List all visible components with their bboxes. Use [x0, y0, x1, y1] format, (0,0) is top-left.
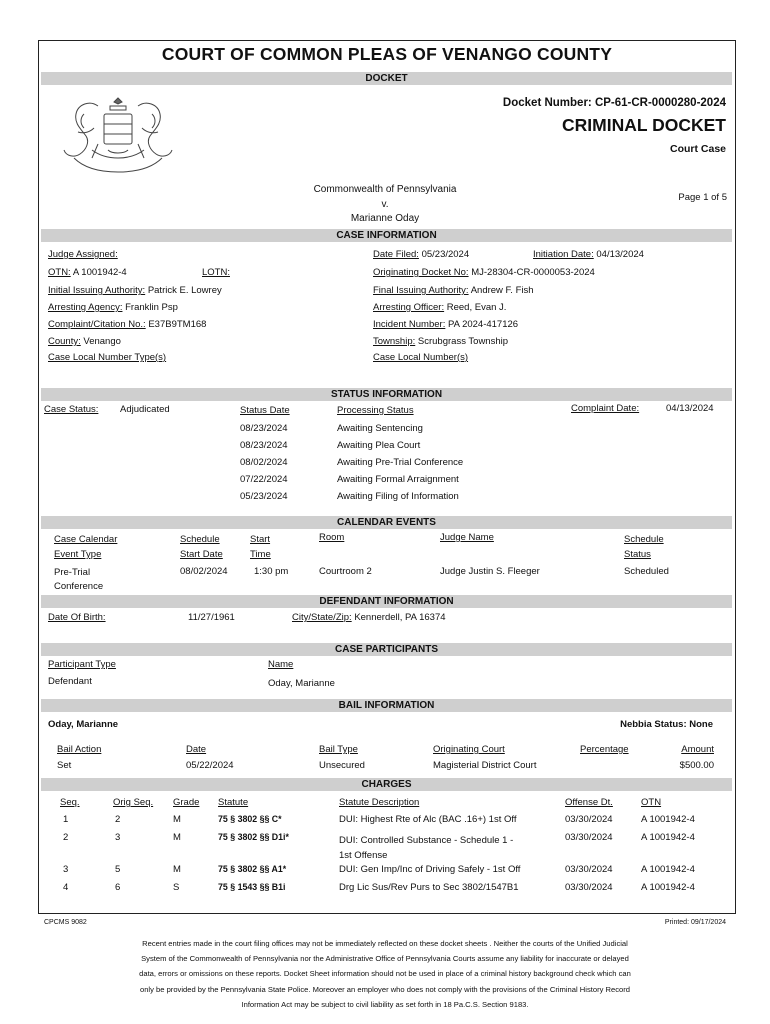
township: Township: Scrubgrass Township	[373, 336, 509, 347]
complaint-date: 04/13/2024	[666, 403, 714, 414]
court-title: COURT OF COMMON PLEAS OF VENANGO COUNTY	[161, 44, 613, 64]
participant-type-header: Participant Type	[48, 659, 116, 670]
incident-number: Incident Number: PA 2024-417126	[373, 319, 519, 330]
charge-statute-header: Statute	[218, 797, 249, 808]
charge-statute: 75 § 1543 §§ B1i	[218, 882, 286, 892]
calendar-start-date: 08/02/2024	[180, 566, 228, 577]
caption-plaintiff: Commonwealth of Pennsylvania	[313, 184, 457, 195]
calendar-event-type-header: Case Calendar Event Type	[54, 534, 118, 560]
charge-offense-date: 03/30/2024	[565, 832, 613, 843]
charges-bar: CHARGES	[41, 778, 732, 791]
bail-date-header: Date	[186, 744, 207, 755]
originating-docket: Originating Docket No: MJ-28304-CR-0000053-2024	[373, 267, 595, 278]
form-id: CPCMS 9082	[44, 919, 87, 926]
charge-orig-seq: 5	[115, 864, 121, 875]
charge-description: DUI: Gen Imp/Inc of Driving Safely - 1st Off	[339, 864, 521, 875]
bail-amount: $500.00	[679, 760, 714, 771]
calendar-room-header: Room	[319, 532, 345, 543]
docket-type: CRIMINAL DOCKET	[562, 115, 726, 135]
calendar-event-type: Pre-Trial Conference	[54, 567, 104, 592]
calendar-start-date-header: Schedule Start Date	[180, 534, 223, 560]
charge-orig-seq: 3	[115, 832, 121, 843]
disclaimer-line: Recent entries made in the court filing offices may not be immediately reflected on these docket sheets . Neither the courts of the Unified Judicial	[142, 939, 628, 948]
charge-otn: A 1001942-4	[641, 832, 695, 843]
calendar-status: Scheduled	[624, 566, 669, 577]
status-row-date: 08/23/2024	[240, 440, 288, 451]
charge-description: Drg Lic Sus/Rev Purs to Sec 3802/1547B1	[339, 882, 519, 893]
status-dates	[240, 420, 288, 505]
pennsylvania-seal-icon	[52, 92, 184, 176]
otn: OTN: A 1001942-4	[48, 267, 127, 278]
participant-name: Oday, Marianne	[268, 678, 335, 689]
docket-number: Docket Number: CP-61-CR-0000280-2024	[502, 97, 726, 109]
charge-offense-date: 03/30/2024	[565, 882, 613, 893]
status-row-date: 08/02/2024	[240, 457, 288, 468]
charge-seq: 4	[63, 882, 69, 893]
bail-type-header: Bail Type	[319, 744, 358, 755]
calendar-judge: Judge Justin S. Fleeger	[440, 566, 540, 577]
charge-statute: 75 § 3802 §§ A1*	[218, 864, 287, 874]
initial-issuing-authority: Initial Issuing Authority: Patrick E. Lowrey	[48, 285, 222, 296]
case-info-bar: CASE INFORMATION	[41, 229, 732, 242]
calendar-start-time: 1:30 pm	[254, 566, 289, 577]
status-row-date: 07/22/2024	[240, 474, 288, 485]
date-filed: Date Filed: 05/23/2024	[373, 249, 470, 260]
case-status-label: Case Status:	[44, 404, 99, 415]
case-local-number-types-label: Case Local Number Type(s)	[48, 352, 167, 363]
calendar-start-time-header: Start Time	[250, 534, 271, 560]
docket-bar: DOCKET	[41, 72, 732, 85]
charge-grade: M	[173, 864, 181, 875]
processing-status-header: Processing Status	[337, 405, 414, 416]
judge-assigned-label: Judge Assigned:	[48, 249, 118, 260]
case-status: Adjudicated	[120, 404, 170, 415]
complaint-citation: Complaint/Citation No.: E37B9TM168	[48, 319, 207, 330]
dob: 11/27/1961	[188, 612, 235, 623]
disclaimer-line: Information Act may be subject to civil liability as set forth in 18 Pa.C.S. Section 9183.	[241, 999, 529, 1009]
status-row-processing: Awaiting Formal Arraignment	[337, 474, 459, 485]
charge-grade: M	[173, 814, 181, 825]
participant-name-header: Name	[268, 659, 294, 670]
status-row-processing: Awaiting Filing of Information	[337, 491, 459, 502]
originating-court-header: Originating Court	[433, 744, 505, 755]
charge-description-header: Statute Description	[339, 797, 420, 808]
arresting-officer: Arresting Officer: Reed, Evan J.	[373, 302, 507, 313]
charge-offense-date: 03/30/2024	[565, 864, 613, 875]
charge-offense-date-header: Offense Dt.	[565, 797, 613, 808]
nebbia-status: Nebbia Status: None	[620, 719, 713, 730]
calendar-events-bar: CALENDAR EVENTS	[41, 516, 732, 529]
case-local-numbers-label: Case Local Number(s)	[373, 352, 469, 363]
status-date-header: Status Date	[240, 405, 290, 416]
charge-orig-seq-header: Orig Seq.	[113, 797, 154, 808]
calendar-status-header: Schedule Status	[624, 534, 664, 560]
charge-seq: 2	[63, 832, 69, 843]
charge-grade: S	[173, 882, 180, 893]
charge-grade-header: Grade	[173, 797, 200, 808]
charge-offense-date: 03/30/2024	[565, 814, 613, 825]
status-processing-list	[337, 420, 463, 505]
arresting-agency: Arresting Agency: Franklin Psp	[48, 302, 178, 313]
case-kind: Court Case	[669, 143, 726, 155]
status-row-processing: Awaiting Pre-Trial Conference	[337, 457, 464, 468]
charge-grade: M	[173, 832, 181, 843]
case-caption	[0, 183, 770, 227]
disclaimer	[70, 936, 700, 1012]
city-state-zip: City/State/Zip: Kennerdell, PA 16374	[292, 612, 446, 623]
calendar-room: Courtroom 2	[319, 566, 372, 577]
charge-statute: 75 § 3802 §§ C*	[218, 814, 282, 824]
calendar-judge-header: Judge Name	[440, 532, 494, 543]
status-row-processing: Awaiting Sentencing	[337, 423, 423, 434]
charge-orig-seq: 2	[115, 814, 121, 825]
bail-person: Oday, Marianne	[48, 719, 119, 730]
charge-seq: 1	[63, 814, 69, 825]
charge-description: DUI: Controlled Substance - Schedule 1 - 1st Offense	[339, 835, 514, 861]
bail-date: 05/22/2024	[186, 760, 234, 771]
dob-label: Date Of Birth:	[48, 612, 106, 623]
charge-otn: A 1001942-4	[641, 864, 695, 875]
originating-court: Magisterial District Court	[433, 760, 537, 771]
initiation-date: Initiation Date: 04/13/2024	[533, 249, 644, 260]
charge-otn: A 1001942-4	[641, 882, 695, 893]
bail-info-bar: BAIL INFORMATION	[41, 699, 732, 712]
defendant-info-bar: DEFENDANT INFORMATION	[41, 595, 732, 608]
status-row-processing: Awaiting Plea Court	[337, 440, 421, 451]
bail-type: Unsecured	[319, 760, 365, 771]
disclaimer-line: data, errors or omissions on these reports. Docket Sheet information should not be used in place of a criminal history background check which can	[139, 969, 631, 979]
final-issuing-authority: Final Issuing Authority: Andrew F. Fish	[373, 285, 534, 296]
charge-description: DUI: Highest Rte of Alc (BAC .16+) 1st Off	[339, 814, 517, 825]
disclaimer-line: System of the Commonwealth of Pennsylvania nor the Administrative Office of Pennsylvania Courts assume any liability for inaccurate or delayed	[141, 954, 629, 964]
status-row-date: 05/23/2024	[240, 491, 288, 502]
page-info: Page 1 of 5	[678, 192, 727, 203]
case-participants-bar: CASE PARTICIPANTS	[41, 643, 732, 656]
charge-otn-header: OTN	[641, 797, 662, 808]
status-info-bar: STATUS INFORMATION	[41, 388, 732, 401]
charge-seq-header: Seq.	[60, 797, 80, 808]
bail-percentage-header: Percentage	[580, 744, 629, 755]
disclaimer-line: only be provided by the Pennsylvania State Police. Moreover an employer who does not comply with the provisions of the Criminal History Record	[139, 984, 631, 994]
county: County: Venango	[48, 336, 121, 347]
complaint-date-label: Complaint Date:	[571, 403, 640, 414]
charge-seq: 3	[63, 864, 69, 875]
charge-orig-seq: 6	[115, 882, 121, 893]
bail-amount-header: Amount	[681, 744, 714, 755]
lotn-label: LOTN:	[202, 267, 230, 278]
caption-versus: v.	[381, 198, 389, 210]
bail-action: Set	[57, 760, 72, 771]
charge-statute: 75 § 3802 §§ D1i*	[218, 832, 289, 842]
bail-action-header: Bail Action	[57, 744, 102, 755]
printed-date: Printed: 09/17/2024	[664, 919, 726, 926]
charge-otn: A 1001942-4	[641, 814, 695, 825]
participant-type: Defendant	[48, 676, 92, 687]
status-row-date: 08/23/2024	[240, 423, 288, 434]
caption-defendant: Marianne Oday	[350, 213, 420, 224]
